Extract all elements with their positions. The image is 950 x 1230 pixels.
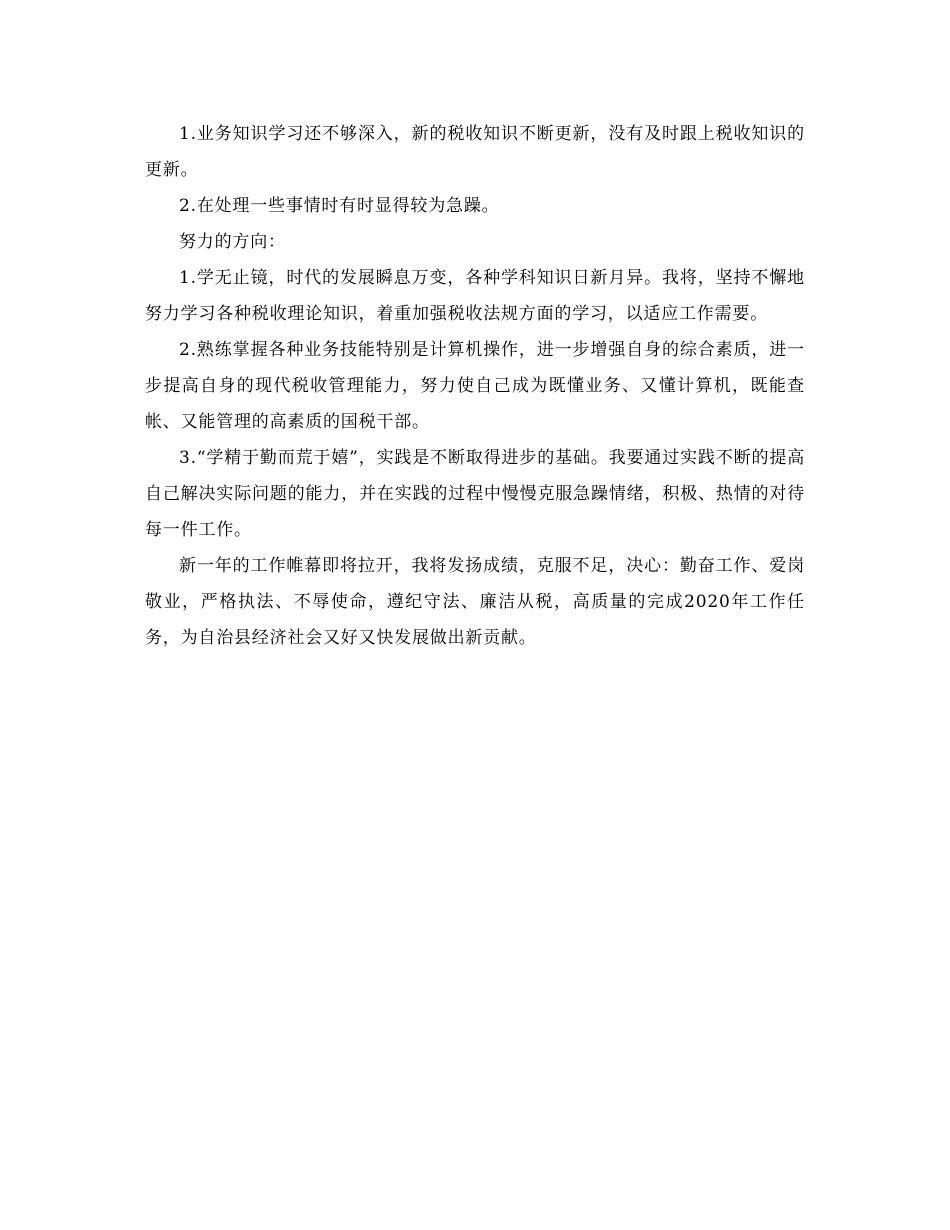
paragraph-direction-3: 3.“学精于勤而荒于嬉”，实践是不断取得进步的基础。我要通过实践不断的提高自己解决实际问题的能力，并在实践的过程中慢慢克服急躁情绪，积极、热情的对待每一件工作。	[145, 448, 805, 540]
paragraph-direction-1: 1.学无止镜，时代的发展瞬息万变，各种学科知识日新月异。我将，坚持不懈地努力学习各种税收理论知识，着重加强税收法规方面的学习，以适应工作需要。	[145, 268, 805, 324]
document-body	[145, 116, 805, 656]
paragraph-shortcoming-2: 2.在处理一些事情时有时显得较为急躁。	[179, 196, 500, 216]
section-heading-direction: 努力的方向：	[179, 232, 286, 252]
paragraph-shortcoming-1: 1.业务知识学习还不够深入，新的税收知识不断更新，没有及时跟上税收知识的更新。	[145, 124, 805, 180]
paragraph-conclusion: 新一年的工作帷幕即将拉开，我将发扬成绩，克服不足，决心：勤奋工作、爱岗敬业，严格执法、不辱使命，遵纪守法、廉洁从税，高质量的完成2020年工作任务，为自治县经济社会又好又快发展做出新贡献。	[145, 556, 805, 648]
paragraph-direction-2: 2.熟练掌握各种业务技能特别是计算机操作，进一步增强自身的综合素质，进一步提高自身的现代税收管理能力，努力使自己成为既懂业务、又懂计算机，既能查帐、又能管理的高素质的国税干部。	[145, 340, 805, 432]
